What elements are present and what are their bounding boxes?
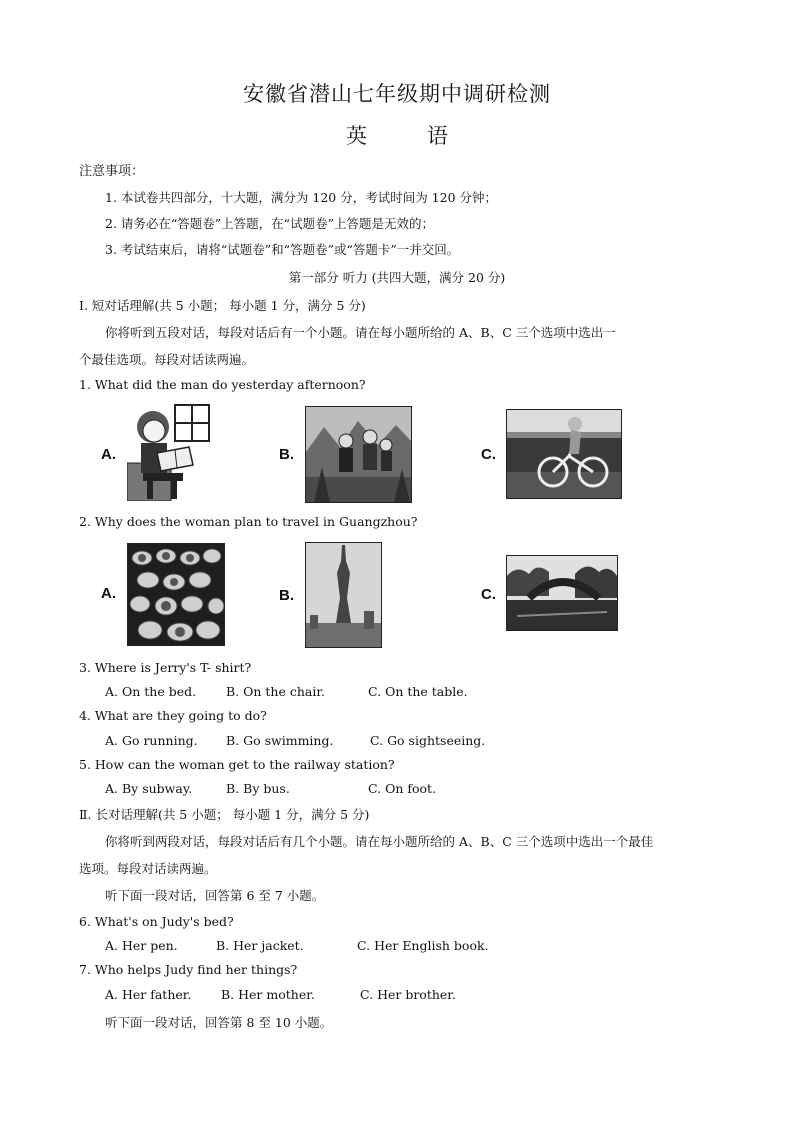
dialog2-intro: 听下面一段对话，回答第 8 至 10 小题。 xyxy=(105,1015,333,1030)
notice-item-1: 1. 本试卷共四部分，十大题，满分为 120 分，考试时间为 120 分钟； xyxy=(105,190,498,205)
question-7: 7. Who helps Judy find her things? xyxy=(79,962,298,977)
q7-option-b[interactable]: B. Her mother. xyxy=(221,987,315,1002)
notice-item-2: 2. 请务必在“答题卷”上答题，在“试题卷”上答题是无效的； xyxy=(105,216,434,231)
q6-option-a[interactable]: A. Her pen. xyxy=(105,938,178,953)
subject-title-left: 英 xyxy=(346,124,367,148)
section2-heading: Ⅱ. 长对话理解(共 5 小题； 每小题 1 分，满分 5 分) xyxy=(79,807,370,822)
q6-option-b[interactable]: B. Her jacket. xyxy=(216,938,304,953)
q5-option-b[interactable]: B. By bus. xyxy=(226,781,290,796)
canton-tower-image xyxy=(305,542,382,648)
question-5: 5. How can the woman get to the railway station? xyxy=(79,757,395,772)
q1-option-c-label: C. xyxy=(481,446,496,463)
subject-title xyxy=(0,120,794,150)
q4-option-c[interactable]: C. Go sightseeing. xyxy=(370,733,486,748)
notice-item-3: 3. 考试结束后，请将“试题卷”和“答题卷”或“答题卡”一并交回。 xyxy=(105,242,460,257)
q3-option-b[interactable]: B. On the chair. xyxy=(226,684,325,699)
q7-option-c[interactable]: C. Her brother. xyxy=(360,987,456,1002)
food-dishes-image xyxy=(127,543,225,646)
q5-option-a[interactable]: A. By subway. xyxy=(105,781,193,796)
section1-instruction-line1: 你将听到五段对话，每段对话后有一个小题。请在每小题所给的 A、B、C 三个选项中选出一 xyxy=(105,325,616,340)
park-bridge-image xyxy=(506,555,618,631)
q4-option-b[interactable]: B. Go swimming. xyxy=(226,733,334,748)
hiking-image xyxy=(305,406,412,503)
question-3: 3. Where is Jerry's T- shirt? xyxy=(79,660,252,675)
section1-instruction-line2: 个最佳选项。每段对话读两遍。 xyxy=(79,352,255,367)
section1-heading: Ⅰ. 短对话理解(共 5 小题； 每小题 1 分，满分 5 分) xyxy=(79,298,366,313)
q3-option-a[interactable]: A. On the bed. xyxy=(105,684,197,699)
question-2: 2. Why does the woman plan to travel in Guangzhou? xyxy=(79,514,418,529)
subject-title-right: 语 xyxy=(427,124,448,148)
q2-option-a-label: A. xyxy=(101,585,116,602)
question-1: 1. What did the man do yesterday afternoon? xyxy=(79,377,366,392)
q7-option-a[interactable]: A. Her father. xyxy=(105,987,192,1002)
q6-option-c[interactable]: C. Her English book. xyxy=(357,938,489,953)
notice-heading: 注意事项： xyxy=(79,164,145,179)
girl-reading-image xyxy=(127,403,211,501)
q2-option-b-label: B. xyxy=(279,587,294,604)
exam-title: 安徽省潜山七年级期中调研检测 xyxy=(243,82,551,106)
section2-instruction-line1: 你将听到两段对话，每段对话后有几个小题。请在每小题所给的 A、B、C 三个选项中选出一个最佳 xyxy=(105,834,654,849)
section2-instruction-line2: 选项。每段对话读两遍。 xyxy=(79,861,217,876)
dialog1-intro: 听下面一段对话，回答第 6 至 7 小题。 xyxy=(105,888,325,903)
q1-option-a-label: A. xyxy=(101,446,116,463)
q3-option-c[interactable]: C. On the table. xyxy=(368,684,468,699)
q5-option-c[interactable]: C. On foot. xyxy=(368,781,437,796)
question-4: 4. What are they going to do? xyxy=(79,708,267,723)
q1-option-b-label: B. xyxy=(279,446,294,463)
question-6: 6. What's on Judy's bed? xyxy=(79,914,234,929)
q4-option-a[interactable]: A. Go running. xyxy=(105,733,198,748)
q2-option-c-label: C. xyxy=(481,586,496,603)
cycling-image xyxy=(506,409,622,499)
part1-heading: 第一部分 听力 (共四大题，满分 20 分) xyxy=(288,270,506,285)
